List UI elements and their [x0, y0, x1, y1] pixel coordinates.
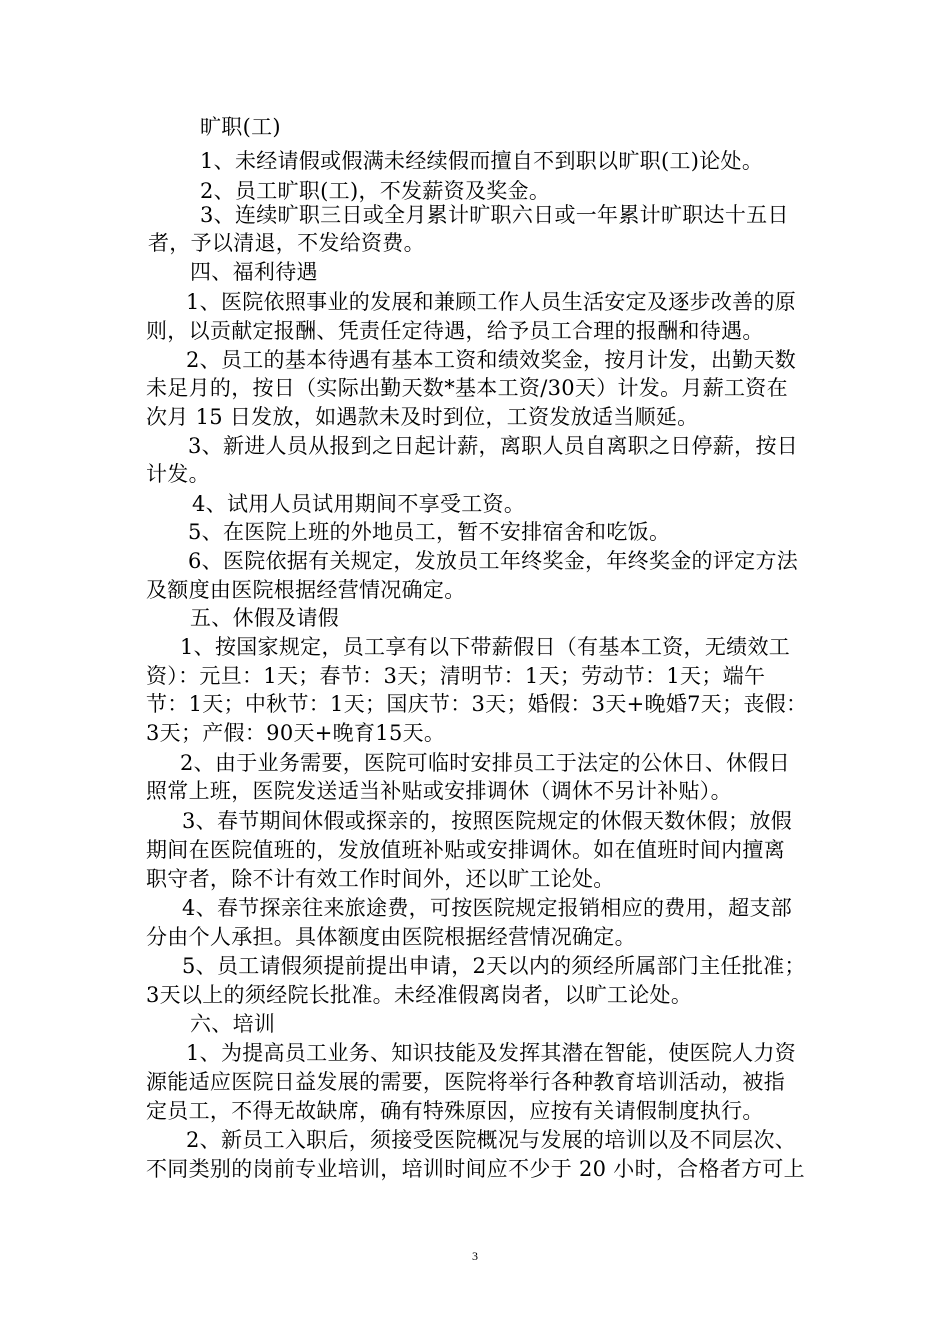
- paragraph-line: 3、新进人员从报到之日起计薪，离职人员自离职之日停薪，按日: [188, 434, 799, 458]
- paragraph-line: 1、医院依照事业的发展和兼顾工作人员生活安定及逐步改善的原: [186, 290, 797, 314]
- paragraph-line: 3、春节期间休假或探亲的，按照医院规定的休假天数休假；放假: [182, 809, 793, 833]
- paragraph-line: 期间在医院值班的，发放值班补贴或安排调休。如在值班时间内擅离: [146, 838, 785, 862]
- paragraph-line: 1、按国家规定，员工享有以下带薪假日（有基本工资，无绩效工: [180, 635, 791, 659]
- paragraph-line: 3天；产假：90天+晚育15天。: [146, 721, 446, 745]
- paragraph-line: 及额度由医院根据经营情况确定。: [146, 578, 466, 602]
- paragraph-line: 2、由于业务需要，医院可临时安排员工于法定的公休日、休假日: [180, 751, 791, 775]
- heading-training: 六、培训: [190, 1012, 276, 1036]
- paragraph-line: 次月 15 日发放，如遇款未及时到位，工资发放适当顺延。: [146, 405, 699, 429]
- paragraph-line: 则，以贡献定报酬、凭责任定待遇，给予员工合理的报酬和待遇。: [146, 319, 764, 343]
- paragraph-line: 节：1天；中秋节：1天；国庆节：3天；婚假：3天+晚婚7天；丧假：: [146, 692, 808, 716]
- page-number: 3: [472, 1249, 478, 1263]
- paragraph-line: 2、新员工入职后，须接受医院概况与发展的培训以及不同层次、: [186, 1128, 797, 1152]
- paragraph-line: 不同类别的岗前专业培训，培训时间应不少于 20 小时，合格者方可上: [146, 1157, 805, 1181]
- paragraph-line: 职守者，除不计有效工作时间外，还以旷工论处。: [146, 867, 615, 891]
- paragraph-line: 3、连续旷职三日或全月累计旷职六日或一年累计旷职达十五日: [200, 203, 789, 227]
- paragraph-line: 未足月的，按日（实际出勤天数*基本工资/30天）计发。月薪工资在: [146, 376, 788, 400]
- paragraph-line: 源能适应医院日益发展的需要，医院将举行各种教育培训活动，被指: [146, 1070, 785, 1094]
- paragraph-line: 定员工，不得无故缺席，确有特殊原因，应按有关请假制度执行。: [146, 1099, 764, 1123]
- paragraph-line: 1、未经请假或假满未经续假而擅自不到职以旷职(工)论处。: [200, 149, 764, 173]
- paragraph-line: 1、为提高员工业务、知识技能及发挥其潜在智能，使医院人力资: [186, 1041, 797, 1065]
- paragraph-line: 4、试用人员试用期间不享受工资。: [192, 492, 526, 516]
- heading-absence: 旷职(工): [200, 115, 281, 139]
- paragraph-line: 分由个人承担。具体额度由医院根据经营情况确定。: [146, 925, 636, 949]
- heading-leave: 五、休假及请假: [190, 606, 340, 630]
- paragraph-line: 4、春节探亲往来旅途费，可按医院规定报销相应的费用，超支部: [182, 896, 793, 920]
- paragraph-line: 计发。: [146, 462, 210, 486]
- paragraph-line: 2、员工旷职(工)，不发薪资及奖金。: [200, 179, 551, 203]
- paragraph-line: 5、在医院上班的外地员工，暂不安排宿舍和吃饭。: [188, 520, 671, 544]
- heading-welfare: 四、福利待遇: [190, 260, 318, 284]
- paragraph-line: 6、医院依据有关规定，发放员工年终奖金，年终奖金的评定方法: [188, 549, 799, 573]
- paragraph-line: 者，予以清退，不发给资费。: [148, 231, 425, 255]
- paragraph-line: 3天以上的须经院长批准。未经准假离岗者，以旷工论处。: [146, 983, 693, 1007]
- paragraph-line: 资）：元旦：1天；春节：3天；清明节：1天；劳动节：1天；端午: [146, 664, 766, 688]
- paragraph-line: 5、员工请假须提前提出申请，2天以内的须经所属部门主任批准；: [182, 954, 806, 978]
- paragraph-line: 2、员工的基本待遇有基本工资和绩效奖金，按月计发，出勤天数: [186, 348, 797, 372]
- paragraph-line: 照常上班，医院发送适当补贴或安排调休（调休不另计补贴）。: [146, 779, 732, 803]
